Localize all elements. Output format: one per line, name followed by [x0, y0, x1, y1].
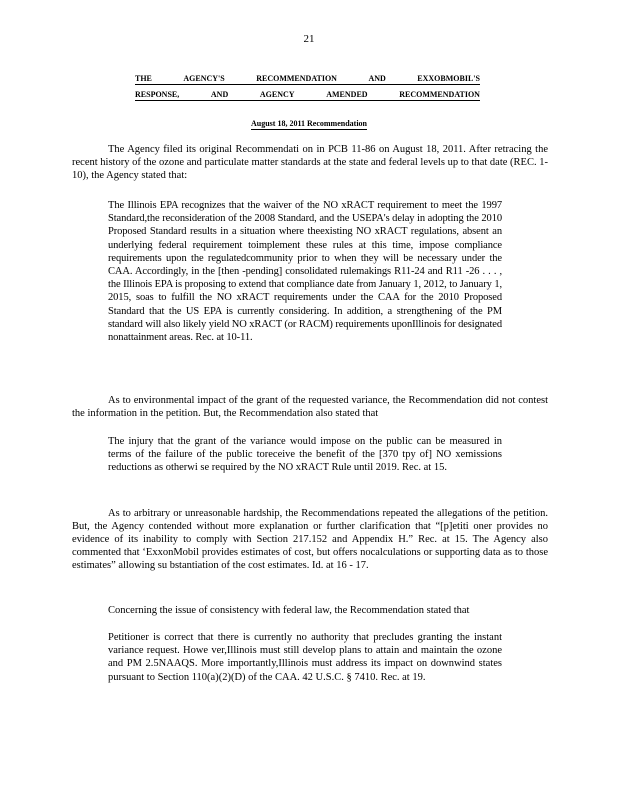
heading-word: RECOMMENDATION — [399, 90, 480, 99]
block-quote-2: The injury that the grant of the variance would impose on the public can be measured in terms of the failure of the public toreceive the benefit of the [370 tpy of] NO xemissions reductions as otherwi se required by the NO xRACT Rule until 2019. Rec. at 15. — [108, 436, 502, 474]
heading-word: AMENDED — [326, 90, 368, 99]
heading-word: AND — [210, 90, 229, 99]
section-heading-line-1 — [135, 74, 480, 85]
block-quote-1: The Illinois EPA recognizes that the waiver of the NO xRACT requirement to meet the 1997 Standard,the reconsideration of the 2008 Standard, and the USEPA's delay in adopting the 2010 Proposed Standard results in a situation where theexisting NO xRACT regulations, absent an underlying federal requirement toimplement these rules at this time, impose compliance requirements upon the regulatedcommunity prior to when they will be necessary under the CAA. Accordingly, in the [then -pending] consolidated rulemakings R11-24 and R11 -26 . . . , the Illinois EPA is proposing to extend that compliance date from January 1, 2012, to January 1, 2015, soas to fulfill the NO xRACT requirements under the CAA for the 2010 Proposed Standard that the US EPA is currently considering. In addition, a strengthening of the PM standard will also likely yield NO xRACT (or RACM) requirements uponIllinois for designated nonattainment areas. Rec. at 10-11. — [108, 200, 502, 344]
subheading-text: August 18, 2011 Recommendation — [250, 119, 367, 128]
environmental-impact-paragraph: As to environmental impact of the grant of the requested variance, the Recommendation did not contest the information in the petition. But, the Recommendation also stated that — [72, 395, 548, 419]
heading-word: AGENCY'S — [183, 74, 225, 83]
hardship-paragraph: As to arbitrary or unreasonable hardship, the Recommendations repeated the allegations of the petition. But, the Agency contended without more explanation or further clarification that “[p]etiti oner provides no evidence of its inability to comply with Section 217.152 and Appendix H.” Rec. at 15. The Agency also commented that ‘ExxonMobil provides estimates of cost, but offers nocalculations or supporting data as to those estimates” allowing su bstantiation of the cost estimates. Id. at 16 - 17. — [72, 508, 548, 571]
subheading — [0, 119, 618, 128]
block-quote-3: Petitioner is correct that there is currently no authority that precludes granting the instant variance request. Howe ver,Illinois must still develop plans to attain and maintain the ozone and PM 2.5NAAQS. More importantly,Illinois must address its impact on downwind states pursuant to Section 110(a)(2)(D) of the CAA. 42 U.S.C. § 7410. Rec. at 19. — [108, 632, 502, 683]
heading-word: THE — [135, 74, 152, 83]
intro-paragraph: The Agency filed its original Recommendati on in PCB 11-86 on August 18, 2011. After retracing the recent history of the ozone and particulate matter standards at the state and federal levels up to that date (REC. 1-10), the Agency stated that: — [72, 144, 548, 181]
heading-word: AND — [368, 74, 386, 83]
section-heading-line-2 — [135, 90, 480, 101]
page-number: 21 — [303, 33, 315, 45]
consistency-paragraph: Concerning the issue of consistency with federal law, the Recommendation stated that — [108, 605, 470, 616]
heading-word: RECOMMENDATION — [256, 74, 337, 83]
heading-word: RESPONSE, — [135, 90, 180, 99]
heading-word: EXXOBMOBIL'S — [417, 74, 480, 83]
heading-word: AGENCY — [259, 90, 295, 99]
